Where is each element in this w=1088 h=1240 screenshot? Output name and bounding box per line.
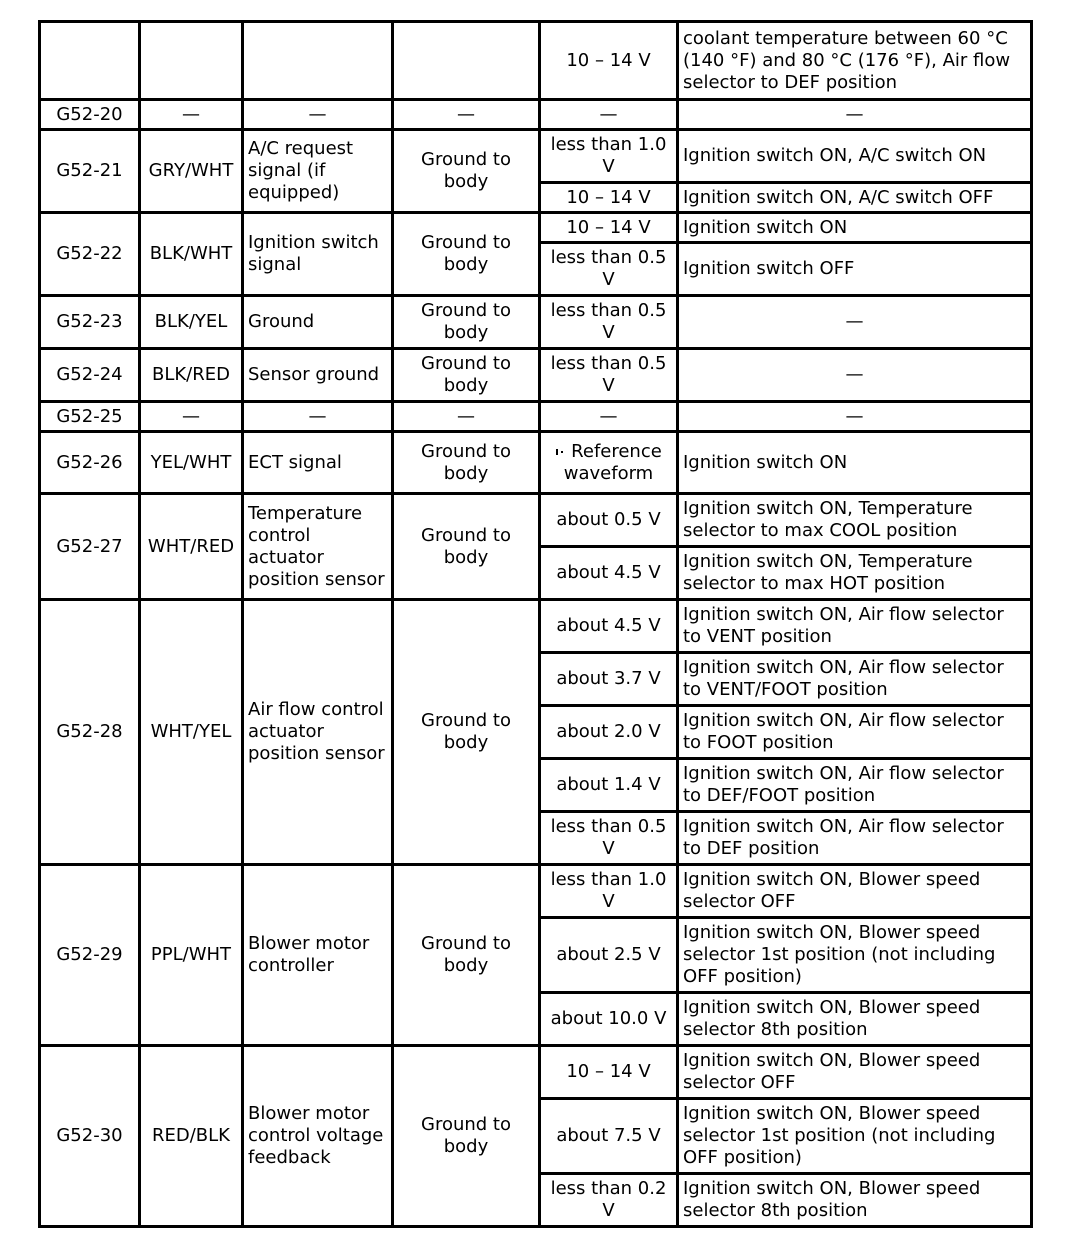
value-cell: less than 0.5 V	[540, 349, 678, 402]
value-cell: less than 0.5 V	[540, 296, 678, 349]
value-cell	[540, 432, 678, 494]
wire-color-cell: —	[140, 100, 243, 130]
description-cell: Blower motor control voltage feedback	[243, 1046, 393, 1227]
description-cell: ECT signal	[243, 432, 393, 494]
wire-color-cell: WHT/RED	[140, 494, 243, 600]
condition-cell: —	[678, 349, 1032, 402]
terminal-cell: G52-26	[40, 432, 140, 494]
measuring-cell: Ground to body	[393, 349, 540, 402]
condition-cell: —	[678, 296, 1032, 349]
measuring-cell: Ground to body	[393, 1046, 540, 1227]
terminal-cell: G52-27	[40, 494, 140, 600]
measuring-cell: Ground to body	[393, 432, 540, 494]
value-cell: 10 – 14 V	[540, 213, 678, 243]
value-cell: 10 – 14 V	[540, 183, 678, 213]
condition-cell: Ignition switch ON, Air flow selector to DEF/FOOT position	[678, 759, 1032, 812]
terminal-cell: G52-30	[40, 1046, 140, 1227]
table-row	[40, 402, 1032, 432]
table-row	[40, 865, 1032, 918]
value-cell: less than 1.0 V	[540, 865, 678, 918]
wire-color-cell: BLK/YEL	[140, 296, 243, 349]
wire-color-cell: BLK/RED	[140, 349, 243, 402]
wire-color-cell: YEL/WHT	[140, 432, 243, 494]
condition-cell: Ignition switch ON, Temperature selector to max COOL position	[678, 494, 1032, 547]
measuring-cell: —	[393, 402, 540, 432]
wire-color-cell: GRY/WHT	[140, 130, 243, 213]
condition-cell: Ignition switch ON, A/C switch OFF	[678, 183, 1032, 213]
value-cell: —	[540, 100, 678, 130]
measuring-cell: Ground to body	[393, 494, 540, 600]
terminal-voltage-table	[38, 20, 1033, 1228]
description-cell: —	[243, 100, 393, 130]
measuring-cell: Ground to body	[393, 600, 540, 865]
wire-color-cell	[140, 22, 243, 100]
condition-cell: Ignition switch ON, Air flow selector to DEF position	[678, 812, 1032, 865]
condition-cell: Ignition switch ON, Air flow selector to FOOT position	[678, 706, 1032, 759]
value-cell: about 0.5 V	[540, 494, 678, 547]
value-cell: about 3.7 V	[540, 653, 678, 706]
table-row	[40, 296, 1032, 349]
value-cell: 10 – 14 V	[540, 22, 678, 100]
waveform-icon[interactable]	[555, 447, 565, 457]
wire-color-cell: WHT/YEL	[140, 600, 243, 865]
terminal-cell: G52-25	[40, 402, 140, 432]
wire-color-cell: RED/BLK	[140, 1046, 243, 1227]
description-cell: Temperature control actuator position sensor	[243, 494, 393, 600]
condition-cell: Ignition switch ON, Blower speed selector OFF	[678, 1046, 1032, 1099]
table-row	[40, 494, 1032, 547]
condition-cell: Ignition switch ON, Air flow selector to VENT position	[678, 600, 1032, 653]
terminal-cell	[40, 22, 140, 100]
value-cell: about 7.5 V	[540, 1099, 678, 1174]
measuring-cell	[393, 22, 540, 100]
condition-cell: Ignition switch ON, Air flow selector to VENT/FOOT position	[678, 653, 1032, 706]
table-row	[40, 130, 1032, 183]
condition-cell: Ignition switch ON, Blower speed selector 1st position (not including OFF position)	[678, 1099, 1032, 1174]
terminal-cell: G52-29	[40, 865, 140, 1046]
value-cell: less than 1.0 V	[540, 130, 678, 183]
condition-cell: Ignition switch ON, A/C switch ON	[678, 130, 1032, 183]
value-cell: about 10.0 V	[540, 993, 678, 1046]
condition-cell: Ignition switch ON, Blower speed selector 8th position	[678, 993, 1032, 1046]
table-row	[40, 1046, 1032, 1099]
terminal-cell: G52-24	[40, 349, 140, 402]
wire-color-cell: PPL/WHT	[140, 865, 243, 1046]
condition-cell: Ignition switch ON, Blower speed selector OFF	[678, 865, 1032, 918]
description-cell: Sensor ground	[243, 349, 393, 402]
condition-cell: —	[678, 402, 1032, 432]
terminal-cell: G52-23	[40, 296, 140, 349]
terminal-cell: G52-20	[40, 100, 140, 130]
description-cell: Blower motor controller	[243, 865, 393, 1046]
measuring-cell: Ground to body	[393, 296, 540, 349]
condition-cell: Ignition switch ON	[678, 213, 1032, 243]
value-cell: less than 0.5 V	[540, 812, 678, 865]
table-row	[40, 22, 1032, 100]
value-cell: less than 0.5 V	[540, 243, 678, 296]
description-cell: Ignition switch signal	[243, 213, 393, 296]
terminal-cell: G52-22	[40, 213, 140, 296]
description-cell	[243, 22, 393, 100]
measuring-cell: —	[393, 100, 540, 130]
value-cell: about 2.0 V	[540, 706, 678, 759]
measuring-cell: Ground to body	[393, 865, 540, 1046]
value-cell: 10 – 14 V	[540, 1046, 678, 1099]
condition-cell: Ignition switch ON, Temperature selector to max HOT position	[678, 547, 1032, 600]
description-cell: Air flow control actuator position sensor	[243, 600, 393, 865]
condition-cell: Ignition switch ON, Blower speed selector 1st position (not including OFF position)	[678, 918, 1032, 993]
table-row	[40, 213, 1032, 243]
measuring-cell: Ground to body	[393, 213, 540, 296]
terminal-cell: G52-28	[40, 600, 140, 865]
table-row	[40, 600, 1032, 653]
condition-cell: —	[678, 100, 1032, 130]
value-cell: about 4.5 V	[540, 547, 678, 600]
table-row	[40, 100, 1032, 130]
description-cell: —	[243, 402, 393, 432]
terminal-cell: G52-21	[40, 130, 140, 213]
description-cell: A/C request signal (if equipped)	[243, 130, 393, 213]
description-cell: Ground	[243, 296, 393, 349]
value-cell: less than 0.2 V	[540, 1174, 678, 1227]
condition-cell: coolant temperature between 60 °C (140 °F) and 80 °C (176 °F), Air flow selector to DEF position	[678, 22, 1032, 100]
value-cell: about 4.5 V	[540, 600, 678, 653]
table-row	[40, 349, 1032, 402]
condition-cell: Ignition switch OFF	[678, 243, 1032, 296]
condition-cell: Ignition switch ON, Blower speed selector 8th position	[678, 1174, 1032, 1227]
table-body	[40, 22, 1032, 1227]
waveform-label: Reference waveform	[563, 440, 662, 484]
wire-color-cell: —	[140, 402, 243, 432]
table-row	[40, 432, 1032, 494]
value-cell: —	[540, 402, 678, 432]
value-cell: about 1.4 V	[540, 759, 678, 812]
value-cell: about 2.5 V	[540, 918, 678, 993]
measuring-cell: Ground to body	[393, 130, 540, 213]
wire-color-cell: BLK/WHT	[140, 213, 243, 296]
condition-cell: Ignition switch ON	[678, 432, 1032, 494]
